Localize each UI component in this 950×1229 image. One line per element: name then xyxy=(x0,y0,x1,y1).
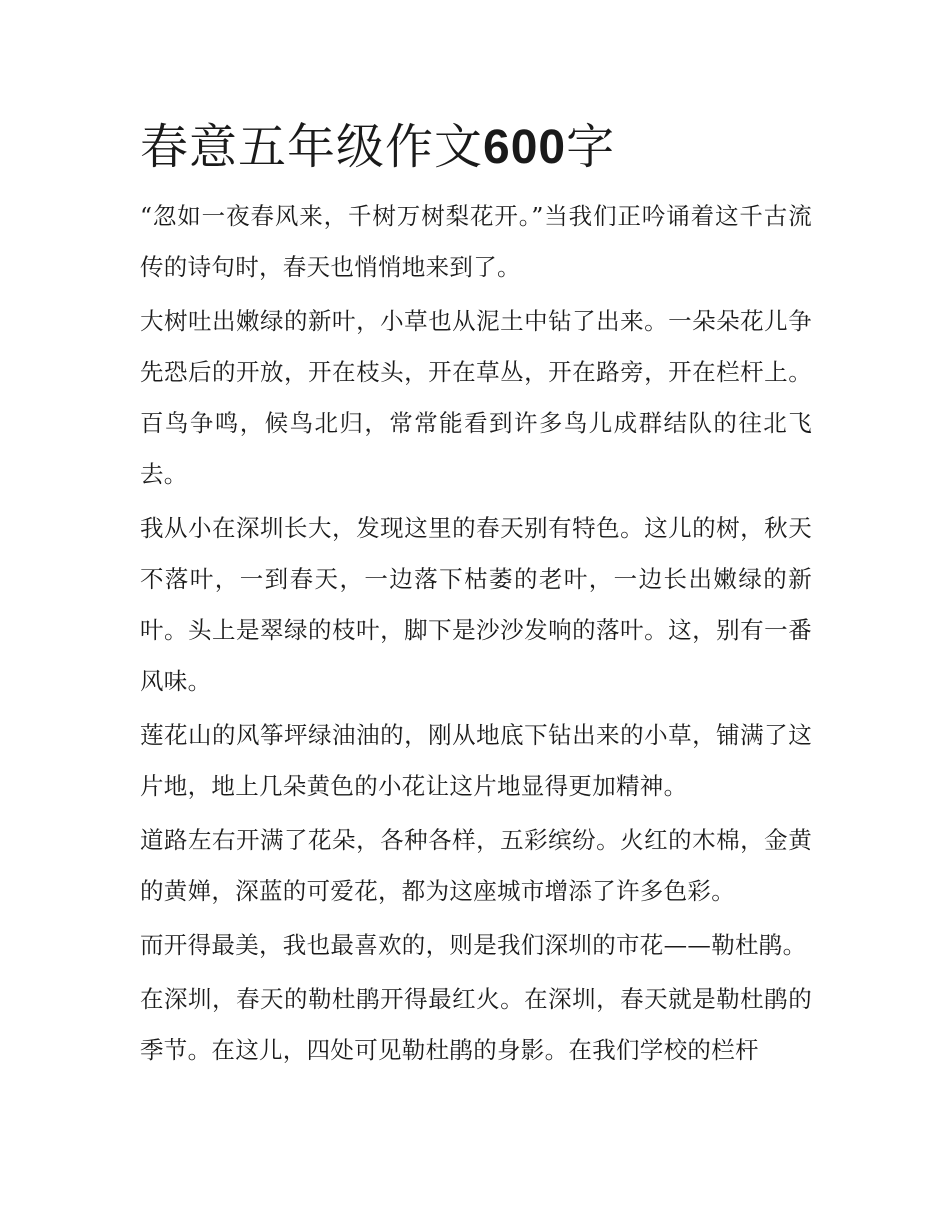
paragraph-4: 莲花山的风筝坪绿油油的，刚从地底下钻出来的小草，铺满了这片地，地上几朵黄色的小花让这片地显得更加精神。 xyxy=(140,721,812,800)
title-suffix: 字 xyxy=(566,119,616,175)
paragraph-2: 大树吐出嫩绿的新叶，小草也从泥土中钻了出来。一朵朵花儿争先恐后的开放，开在枝头，开在草丛，开在路旁，开在栏杆上。百鸟争鸣，候鸟北归，常常能看到许多鸟儿成群结队的往北飞去。 xyxy=(140,307,812,488)
paragraph-3: 我从小在深圳长大，发现这里的春天别有特色。这儿的树，秋天不落叶，一到春天，一边落下枯萎的老叶，一边长出嫩绿的新叶。头上是翠绿的枝叶，脚下是沙沙发响的落叶。这，别有一番风味。 xyxy=(140,514,812,695)
document-title xyxy=(140,112,812,183)
paragraph-5: 道路左右开满了花朵，各种各样，五彩缤纷。火红的木棉，金黄的黄婵，深蓝的可爱花，都为这座城市增添了许多色彩。 xyxy=(140,826,812,905)
title-number: 600 xyxy=(483,121,567,174)
document-page xyxy=(140,112,812,1079)
title-prefix: 春意五年级作文 xyxy=(140,119,484,175)
paragraph-1: “忽如一夜春风来，千树万树梨花开。”当我们正吟诵着这千古流传的诗句时，春天也悄悄地来到了。 xyxy=(140,202,812,281)
paragraph-7: 在深圳，春天的勒杜鹃开得最红火。在深圳，春天就是勒杜鹃的季节。在这儿，四处可见勒杜鹃的身影。在我们学校的栏杆 xyxy=(140,985,812,1064)
paragraph-6: 而开得最美，我也最喜欢的，则是我们深圳的市花——勒杜鹃。 xyxy=(140,931,807,959)
